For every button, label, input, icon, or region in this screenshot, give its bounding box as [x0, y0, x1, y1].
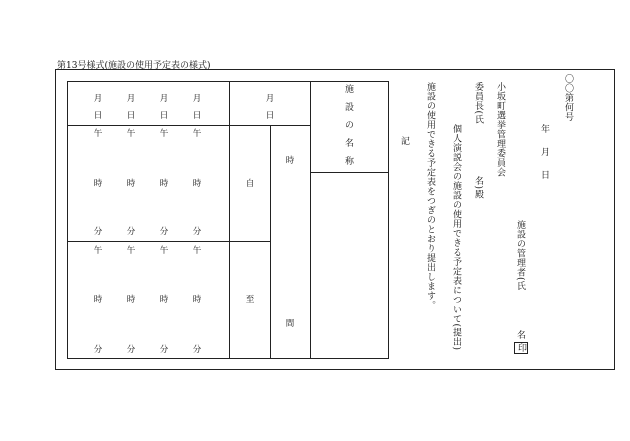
date-day: 日: [539, 170, 549, 180]
month-label-5: 月: [265, 94, 275, 104]
table-header-line: [67, 125, 310, 126]
time-label-bottom: 間: [285, 319, 295, 329]
date-year: 年: [539, 124, 549, 134]
table-border-right: [388, 81, 389, 359]
am-label: 午: [192, 246, 202, 256]
hour-label: 時: [126, 295, 136, 305]
month-label-3: 月: [159, 94, 169, 104]
manager-label: 施設の管理者(氏: [515, 220, 525, 291]
am-label: 午: [126, 129, 136, 139]
body-text: 施設の使用できる予定表をつぎのとおり提出します。: [425, 82, 435, 310]
day-label-3: 日: [159, 111, 169, 121]
month-label-4: 月: [192, 94, 202, 104]
minute-label: 分: [192, 227, 202, 237]
form-frame: [55, 69, 615, 370]
am-label: 午: [93, 129, 103, 139]
addressee-committee: 小坂町選挙管理委員会: [495, 82, 505, 177]
am-label: 午: [159, 129, 169, 139]
table-divider-fromto: [270, 125, 271, 359]
addressee-name: 名)殿: [473, 176, 483, 200]
table-border-bottom: [67, 358, 388, 359]
hour-label: 時: [159, 295, 169, 305]
am-label: 午: [159, 246, 169, 256]
minute-label: 分: [159, 227, 169, 237]
am-label: 午: [126, 246, 136, 256]
table-middle-line: [67, 241, 270, 242]
hour-label: 時: [93, 295, 103, 305]
from-label: 自: [245, 179, 255, 189]
minute-label: 分: [93, 227, 103, 237]
day-label-5: 日: [265, 111, 275, 121]
date-month: 月: [539, 147, 549, 157]
hour-label: 時: [93, 179, 103, 189]
month-label-1: 月: [93, 94, 103, 104]
day-label-4: 日: [192, 111, 202, 121]
day-label-2: 日: [126, 111, 136, 121]
document-number: 〇〇第何号: [563, 74, 573, 122]
subject-text: 個人演説会の施設の使用できる予定表について(提出): [451, 124, 461, 351]
hour-label: 時: [192, 179, 202, 189]
ki-label: 記: [399, 136, 409, 146]
table-border-top: [67, 81, 388, 82]
minute-label: 分: [192, 345, 202, 355]
time-label-top: 時: [285, 156, 295, 166]
table-divider-dates: [229, 81, 230, 359]
facility-name-header: 施設の名称: [343, 84, 353, 174]
month-label-2: 月: [126, 94, 136, 104]
table-border-left: [67, 81, 68, 359]
am-label: 午: [93, 246, 103, 256]
hour-label: 時: [192, 295, 202, 305]
seal-icon: 印: [516, 343, 526, 353]
minute-label: 分: [93, 345, 103, 355]
hour-label: 時: [126, 179, 136, 189]
minute-label: 分: [159, 345, 169, 355]
am-label: 午: [192, 129, 202, 139]
addressee-chair: 委員長(氏: [473, 82, 483, 125]
minute-label: 分: [126, 345, 136, 355]
table-divider-name: [310, 81, 311, 359]
manager-name-label: 名: [515, 330, 525, 340]
hour-label: 時: [159, 179, 169, 189]
to-label: 至: [245, 295, 255, 305]
day-label-1: 日: [93, 111, 103, 121]
minute-label: 分: [126, 227, 136, 237]
form-caption: 第13号様式(施設の使用予定表の様式): [57, 61, 211, 71]
